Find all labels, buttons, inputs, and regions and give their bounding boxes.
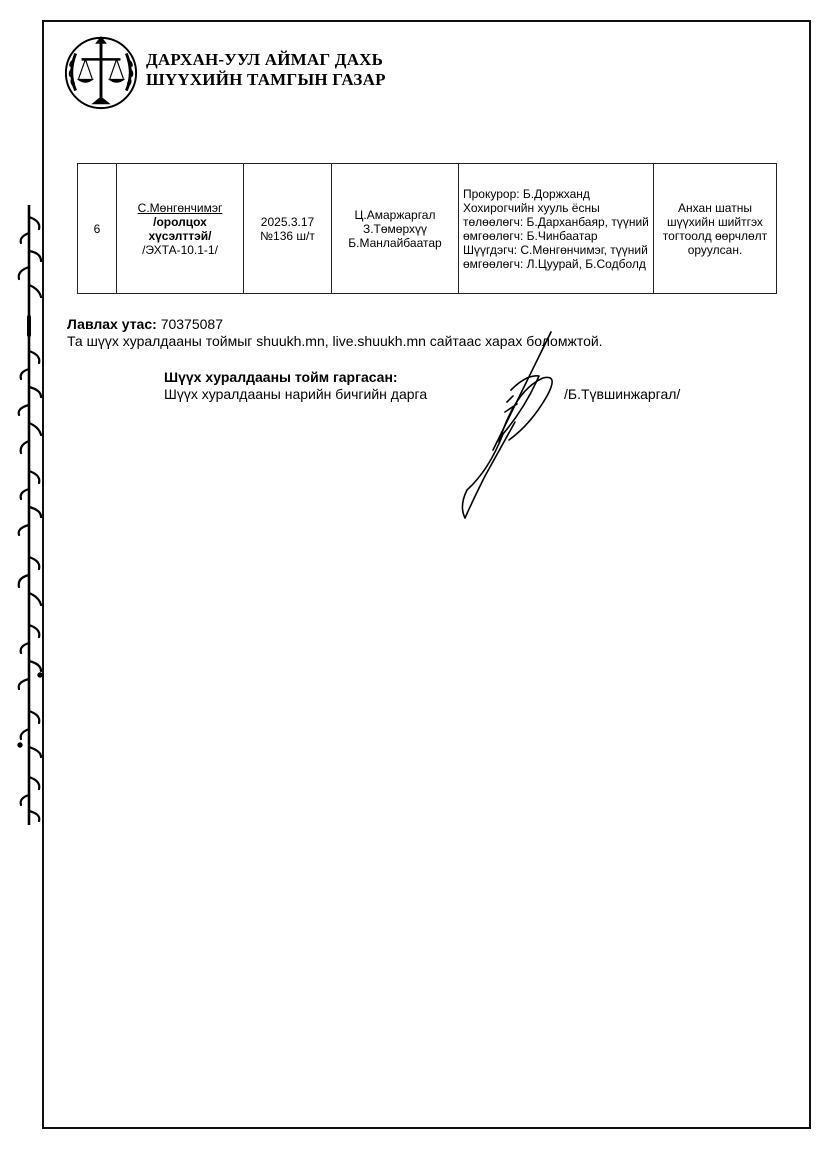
hearing-date: 2025.3.17 [260,214,315,229]
order-number: №136 ш/т [260,228,315,243]
signoff-name: /Б.Түвшинжаргал/ [564,386,681,402]
mongolian-script-motto-icon [12,205,46,825]
signoff-title: Шүүх хуралдааны тойм гаргасан: [164,369,398,385]
participant-line: Прокурор: Б.Доржханд [463,186,590,201]
judge-name: Ц.Амаржаргал [354,207,436,222]
judges-cell [332,164,459,294]
participant-line: Хохирогчийн хууль ёсны төлөөлөгч: Б.Дарханбаяр, түүний өмгөөлөгч: Б.Чинбаатар [463,200,649,243]
date-cell [244,164,332,294]
website-note: Та шүүх хуралдааны тоймыг shuukh.mn, live.shuukh.mn сайтаас харах боломжтой. [67,333,603,349]
handwritten-signature-icon [455,330,565,525]
court-scales-emblem-icon [62,34,140,112]
signoff-block [164,369,724,402]
party-note: /оролцох хүсэлттэй/ [148,214,212,243]
party-code: /ЭХТА-10.1-1/ [142,242,218,257]
row-number-cell: 6 [78,164,117,294]
case-table [77,163,777,294]
org-name-line-2: ШҮҮХИЙН ТАМГЫН ГАЗАР [146,70,386,89]
party-name: С.Мөнгөнчимэг [137,200,223,215]
phone-value: 70375087 [160,316,223,332]
judge-name: З.Төмөрхүү [362,221,428,236]
org-name-line-1: ДАРХАН-УУЛ АЙМАГ ДАХЬ [146,50,384,69]
table-row [78,164,777,294]
participants-cell [459,164,654,294]
participant-line: Шүүгдэгч: С.Мөнгөнчимэг, түүний өмгөөлөгч: Л.Цуурай, Б.Содболд [463,242,648,271]
phone-label: Лавлах утас: [67,316,157,332]
document-header [62,34,482,114]
result-cell: Анхан шатны шүүхийн шийтгэх тогтоолд өөрчлөлт оруулсан. [654,164,777,294]
party-cell [117,164,244,294]
signoff-role: Шүүх хуралдааны нарийн бичгийн дарга [164,386,428,402]
judge-name: Б.Манлайбаатар [348,235,442,250]
